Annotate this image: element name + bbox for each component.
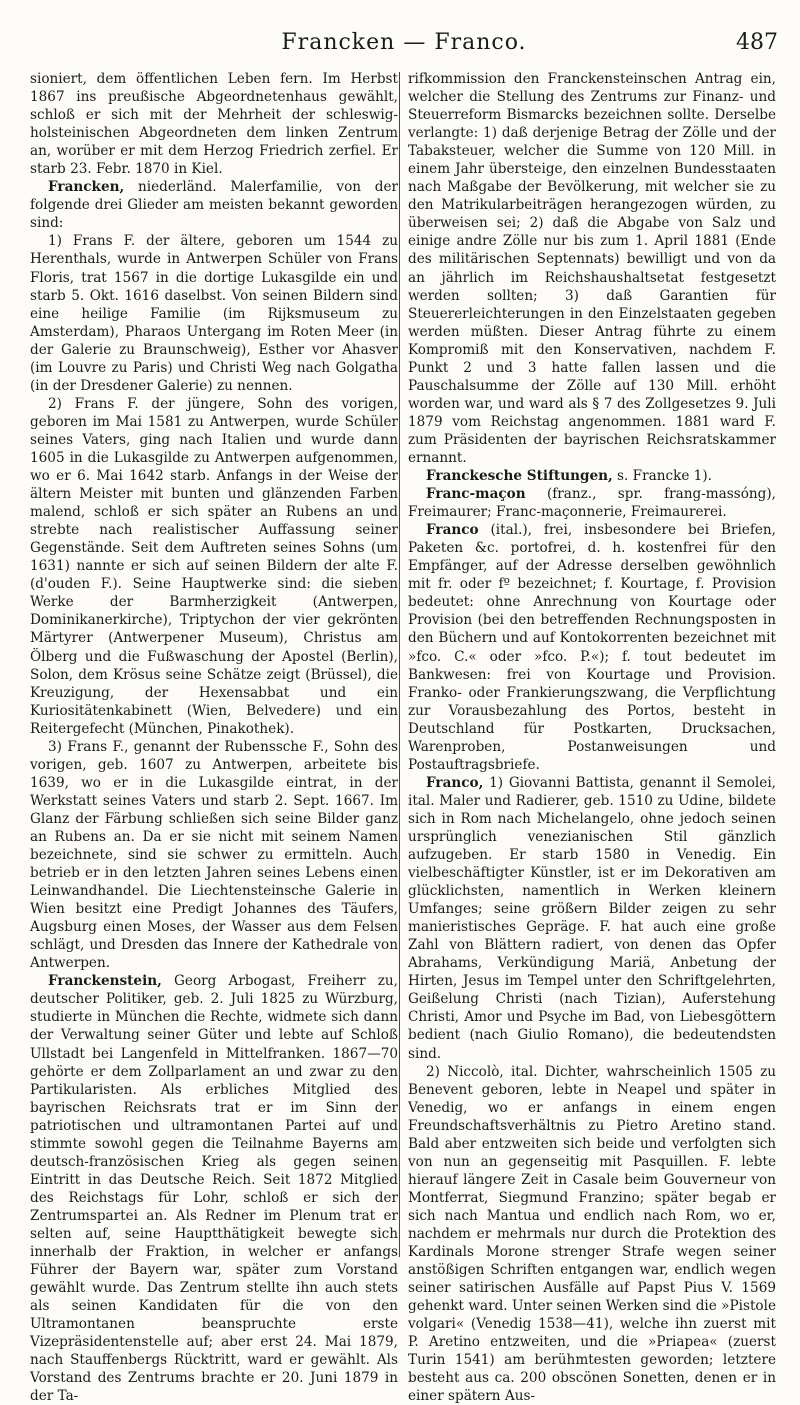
page-header (30, 30, 778, 64)
entry-text: niederländ. Malerfamilie, von der folgende drei Glieder am meisten bekannt geworden sind: (30, 179, 398, 232)
headword: Franco (426, 522, 479, 539)
entry-franco-ital (408, 521, 776, 774)
entry-continuation: rifkommission den Franckensteinschen Antrag ein, welcher die Stellung des Zentrums zur Finanz- und Steuerreform Bismarcks bezeichnen sollte. Derselbe verlangte: 1) daß derjenige Betrag der Zölle und der Tabaksteuer, welcher die Summe von 120 Mill. in einem Jahr übersteige, den einzelnen Bundesstaaten nach Maßgabe der Bevölkerung, mit welcher sie zu den Matrikularbeiträgen herangezogen würden, zu überweisen sei; 2) daß die Abgabe von Salz und einige andre Zölle nur bis zum 1. April 1881 (Ende des militärischen Septennats) bewilligt und von da an jährlich im Reichshaushaltsetat festgesetzt werden sollten; 3) daß Garantien für Steuererleichterungen in den Einzelstaaten gegeben werden müßten. Dieser Antrag führte zu einem Kompromiß mit den Konservativen, nachdem F. Punkt 2 und 3 hatte fallen lassen und die Pauschalsumme der Zölle auf 130 Mill. erhöht worden war, und ward als § 7 des Zollgesetzes 9. Juli 1879 vom Reichstag angenommen. 1881 ward F. zum Präsidenten der bayrischen Reichsratskammer ernannt. (408, 71, 776, 466)
left-column (30, 70, 398, 1405)
headword: Franco, (426, 774, 484, 791)
entry-franc-macon (408, 485, 776, 521)
entry-continuation: sioniert, dem öffentlichen Leben fern. Im Herbst 1867 ins preußische Abgeordnetenhaus gewählt, schloß er sich mit der Mehrheit der schleswig-holsteinischen Abgeordneten dem linken Zentrum an, worüber er mit dem Herzog Friedrich zerfiel. Er starb 23. Febr. 1870 in Kiel. (30, 71, 398, 178)
subentry: 2) Frans F. der jüngere, Sohn des vorigen, geboren im Mai 1581 zu Antwerpen, wurde Schüler seines Vaters, ging nach Italien und wurde dann 1605 in die Lukasgilde zu Antwerpen aufgenommen, wo er 6. Mai 1642 starb. Anfangs in der Weise der ältern Meister mit bunten und glänzenden Farben malend, schloß er sich später an Rubens an und strebte nach realistischer Auffassung seiner Gegenstände. Seit dem Auftreten seines Sohns (um 1631) nannte er sich auf seinen Bildern der alte F. (d'ouden F.). Seine Hauptwerke sind: die sieben Werke der Barmherzigkeit (Antwerpen, Dominikanerkirche), Triptychon der vier gekrönten Märtyrer (Antwerpener Museum), Christus am Ölberg und die Fußwaschung der Apostel (Berlin), Solon, dem Krösus seine Schätze zeigt (Brüssel), die Kreuzigung, der Hexensabbat und ein Kuriositätenkabinett (Wien, Belvedere) und ein Reitergefecht (München, Pinakothek). (30, 395, 398, 737)
headword: Franckesche Stiftungen, (426, 468, 613, 485)
subentry: 3) Frans F., genannt der Rubenssche F., Sohn des vorigen, geb. 1607 zu Antwerpen, arbeitete bis 1639, wo er in die Lukasgilde eintrat, in der Werkstatt seines Vaters und starb 2. Sept. 1667. Im Glanz der Färbung schließen sich seine Bilder ganz an Rubens an. Da er sie nicht mit seinem Namen bezeichnete, sind sie schwer zu ermitteln. Auch betrieb er in den letzten Jahren seines Lebens einen Leinwandhandel. Die Liechtensteinsche Galerie in Wien besitzt eine Predigt Johannes des Täufers, Augsburg einen Moses, der Wasser aus dem Felsen schlägt, und Dresden das Innere der Kathedrale von Antwerpen. (30, 738, 398, 972)
page-number: 487 (736, 30, 778, 55)
entry-text: s. Francke 1). (612, 468, 712, 485)
column-divider (399, 72, 400, 1257)
entry-francken (30, 178, 398, 232)
entry-text: (ital.), frei, insbesondere bei Briefen, Paketen &c. portofrei, d. h. kostenfrei für den Empfänger, auf der Adresse derselben gewöhnlich mit fr. oder fº bezeichnet; f. Kourtage, f. Provision bedeutet: ohne Anrechnung von Kourtage oder Provision (bei den betreffenden Rechnungsposten in den Büchern und auf Kontokorrenten bezeichnet mit »fco. C.« oder »fco. P.«); f. tout bedeutet im Bankwesen: frei von Kourtage und Provision. Franko- oder Frankierungszwang, die Verpflichtung zur Vorausbezahlung des Portos, besteht in Deutschland für Postkarten, Drucksachen, Warenproben, Postanweisungen und Postauftragsbriefe. (408, 522, 776, 773)
entry-franco-persons (408, 774, 776, 1063)
running-head: Francken — Franco. (281, 30, 527, 55)
subentry: 1) Frans F. der ältere, geboren um 1544 zu Herenthals, wurde in Antwerpen Schüler von Frans Floris, trat 1567 in die dortige Lukasgilde ein und starb 5. Okt. 1616 daselbst. Von seinen Bildern sind eine heilige Familie (im Rijksmuseum zu Amsterdam), Pharaos Untergang im Roten Meer (in der Galerie zu Braunschweig), Esther vor Ahasver (im Louvre zu Paris) und Christi Weg nach Golgatha (in der Dresdener Galerie) zu nennen. (30, 233, 398, 394)
headword: Francken, (48, 179, 125, 196)
headword: Franckenstein, (48, 973, 162, 990)
entry-text: Georg Arbogast, Freiherr zu, deutscher Politiker, geb. 2. Juli 1825 zu Würzburg, studierte in München die Rechte, widmete sich dann der Verwaltung seiner Güter und lebte auf Schloß Ullstadt bei Langenfeld in Mittelfranken. 1867—70 gehörte er dem Zollparlament an und zwar zu den Partikularisten. Als erbliches Mitglied des bayrischen Reichsrats trat er im Sinn der patriotischen und ultramontanen Partei auf und stimmte sowohl gegen die Teilnahme Bayerns am deutsch-französischen Krieg als gegen seinen Eintritt in das Deutsche Reich. Seit 1872 Mitglied des Reichstags für Lohr, schloß er sich der Zentrumspartei an. Als Redner im Plenum trat er selten auf, seine Hauptthätigkeit bewegte sich innerhalb der Fraktion, in welcher er anfangs Führer der Bayern war, später zum Vorstand gewählt wurde. Das Zentrum stellte ihn auch stets als seinen Kandidaten für die von den Ultramontanen beanspruchte erste Vizepräsidentenstelle auf; aber erst 24. Mai 1879, nach Stauffenbergs Rücktritt, ward er gewählt. Als Vorstand des Zentrums brachte er 20. Juni 1879 in der Ta- (30, 973, 398, 1405)
entry-text: 1) Giovanni Battista, genannt il Semolei, ital. Maler und Radierer, geb. 1510 zu Udine, bildete sich in Rom nach Michelangelo, ohne jedoch seinen ursprünglich venezianischen Stil gänzlich aufzugeben. Er starb 1580 in Venedig. Ein vielbeschäftigter Künstler, ist er im Dekorativen am glücklichsten, namentlich in Werken kleinern Umfanges; seine größern Bilder zeigen zu sehr manieristisches Gepräge. F. hat auch eine große Zahl von Blättern radiert, von denen das Opfer Abrahams, Verkündigung Mariä, Anbetung der Hirten, Jesus im Tempel unter den Schriftgelehrten, Geißelung Christi (nach Tizian), Auferstehung Christi, Amor und Psyche im Bad, von Liebesgöttern bedient (nach Giulio Romano), die bedeutendsten sind. (408, 774, 776, 1062)
headword: Franc-maçon (426, 486, 526, 503)
entry-franckesche-stiftungen (408, 467, 776, 485)
entry-franckenstein (30, 972, 398, 1405)
entry-text: (franz., spr. frang-massóng), Freimaurer; Franc-maçonnerie, Freimaurerei. (408, 486, 776, 521)
right-column (408, 70, 776, 1405)
subentry: 2) Niccolò, ital. Dichter, wahrscheinlich 1505 zu Benevent geboren, lebte in Neapel und später in Venedig, wo er anfangs in einem engen Freundschaftsverhältnis zu Pietro Aretino stand. Bald aber entzweiten sich beide und verfolgten sich von nun an gegenseitig mit Pasquillen. F. lebte hierauf längere Zeit in Casale beim Gouverneur von Montferrat, Siegmund Franzino; später begab er sich nach Mantua und endlich nach Rom, wo er, nachdem er mehrmals nur durch die Protektion des Kardinals Morone strenger Strafe wegen seiner anstößigen Schriften entgangen war, endlich wegen seiner satirischen Ausfälle auf Papst Pius V. 1569 gehenkt ward. Unter seinen Werken sind die »Pistole volgari« (Venedig 1538—41), welche ihn zuerst mit P. Aretino entzweiten, und die »Priapea« (zuerst Turin 1541) am berühmtesten geworden; letztere besteht aus ca. 200 obscönen Sonetten, denen er in einer spätern Aus- (408, 1063, 776, 1405)
